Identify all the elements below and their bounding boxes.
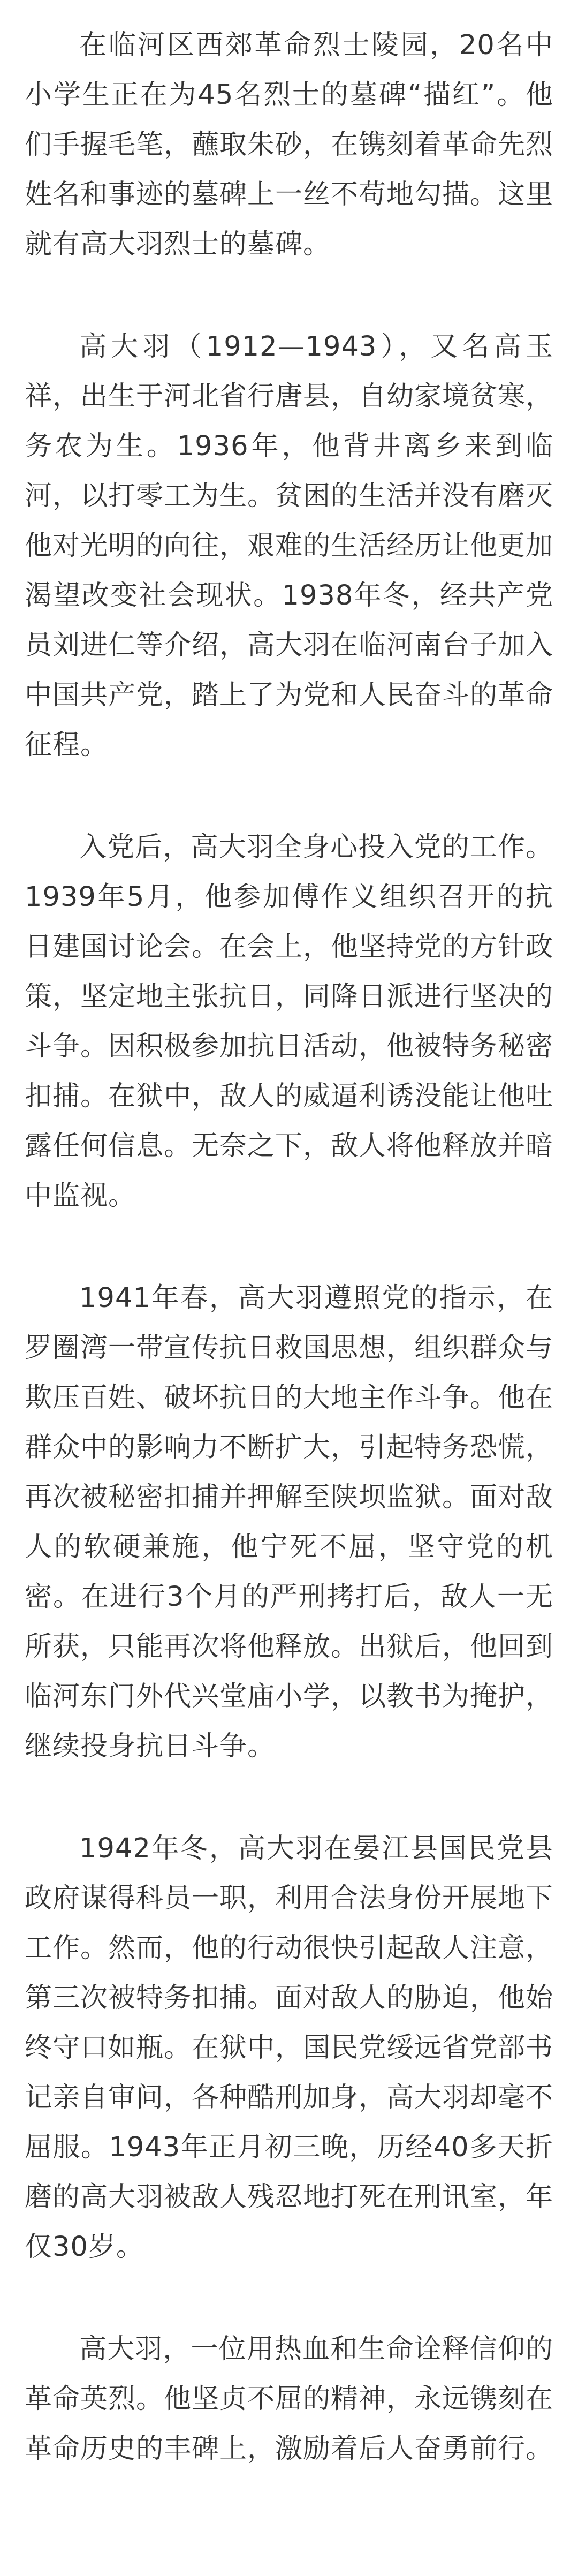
article-paragraph: 在临河区西郊革命烈士陵园，20名中小学生正在为45名烈士的墓碑“描红”。他们手握毛笔，蘸取朱砂，在镌刻着革命先烈姓名和事迹的墓碑上一丝不苟地勾描。这里就有高大羽烈士的墓碑。 xyxy=(25,29,554,260)
article-paragraph: 入党后，高大羽全身心投入党的工作。1939年5月，他参加傅作义组织召开的抗日建国讨论会。在会上，他坚持党的方针政策，坚定地主张抗日，同降日派进行坚决的斗争。因积极参加抗日活动，他被特务秘密扣捕。在狱中，敌人的威逼利诱没能让他吐露任何信息。无奈之下，敌人将他释放并暗中监视。 xyxy=(25,832,554,1212)
article-paragraph: 1941年春，高大羽遵照党的指示，在罗圈湾一带宣传抗日救国思想，组织群众与欺压百姓、破坏抗日的大地主作斗争。他在群众中的影响力不断扩大，引起特务恐慌，再次被秘密扣捕并押解至陕坝监狱。面对敌人的软硬兼施，他宁死不屈，坚守党的机密。在进行3个月的严刑拷打后，敌人一无所获，只能再次将他释放。出狱后，他回到临河东门外代兴堂庙小学，以教书为掩护，继续投身抗日斗争。 xyxy=(25,1282,554,1762)
article-paragraph: 1942年冬，高大羽在晏江县国民党县政府谋得科员一职，利用合法身份开展地下工作。然而，他的行动很快引起敌人注意，第三次被特务扣捕。面对敌人的胁迫，他始终守口如瓶。在狱中，国民党绥远省党部书记亲自审问，各种酷刑加身，高大羽却毫不屈服。1943年正月初三晚，历经40多天折磨的高大羽被敌人残忍地打死在刑讯室，年仅30岁。 xyxy=(25,1833,554,2263)
article-paragraph: 高大羽，一位用热血和生命诠释信仰的革命英烈。他坚贞不屈的精神，永远镌刻在革命历史的丰碑上，激励着后人奋勇前行。 xyxy=(25,2333,554,2465)
article-paragraph: 高大羽（1912—1943），又名高玉祥，出生于河北省行唐县，自幼家境贫寒，务农为生。1936年，他背井离乡来到临河，以打零工为生。贫困的生活并没有磨灭他对光明的向往，艰难的生活经历让他更加渴望改变社会现状。1938年冬，经共产党员刘进仁等介绍，高大羽在临河南台子加入中国共产党，踏上了为党和人民奋斗的革命征程。 xyxy=(25,331,554,761)
